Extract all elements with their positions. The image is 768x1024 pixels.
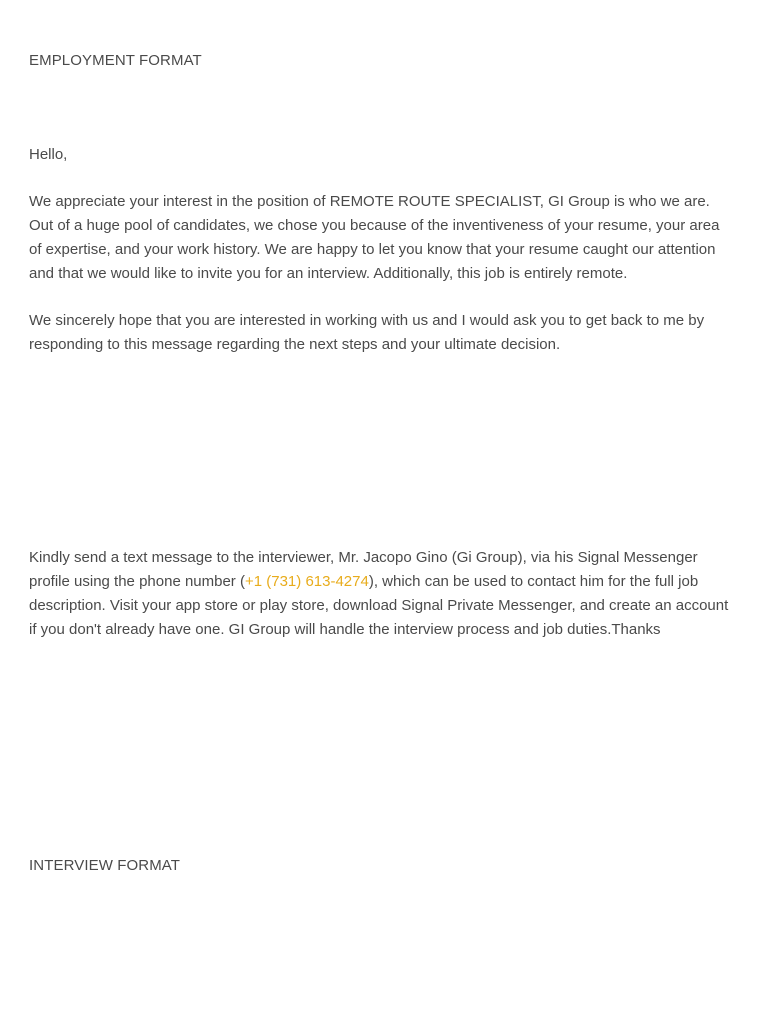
interview-format-heading: INTERVIEW FORMAT [29, 857, 181, 874]
message-paragraph-1: We appreciate your interest in the position of REMOTE ROUTE SPECIALIST, GI Group is who we are. Out of a huge pool of candidates, we chose you because of the inventiveness of your resume, your area of expertise, and your work history. We are happy to let you know that your resume caught our attention and that we would like to invite you for an interview. Additionally, this job is entirely remote. [29, 193, 720, 282]
paragraph-3-rest: ), which can be used to contact him for the full job description. Visit your app store or play store, download Signal Private Messenger, and create an account if you don't already have one. GI Group will handle the interview process and job duties.Thanks [29, 573, 729, 638]
paragraph-3-intro: Kindly send a text message to the interviewer, Mr. Jacopo Gino (Gi Group), via his Signal Messenger profile using the phone number ( [29, 549, 698, 590]
employment-format-heading: EMPLOYMENT FORMAT [29, 52, 202, 69]
message-paragraph-3 [29, 546, 734, 642]
phone-number-link[interactable]: +1 (731) 613-4274 [244, 573, 369, 590]
message-paragraph-2: We sincerely hope that you are interested in working with us and I would ask you to get back to me by responding to this message regarding the next steps and your ultimate decision. [29, 312, 705, 353]
greeting-text: Hello, [29, 146, 68, 163]
